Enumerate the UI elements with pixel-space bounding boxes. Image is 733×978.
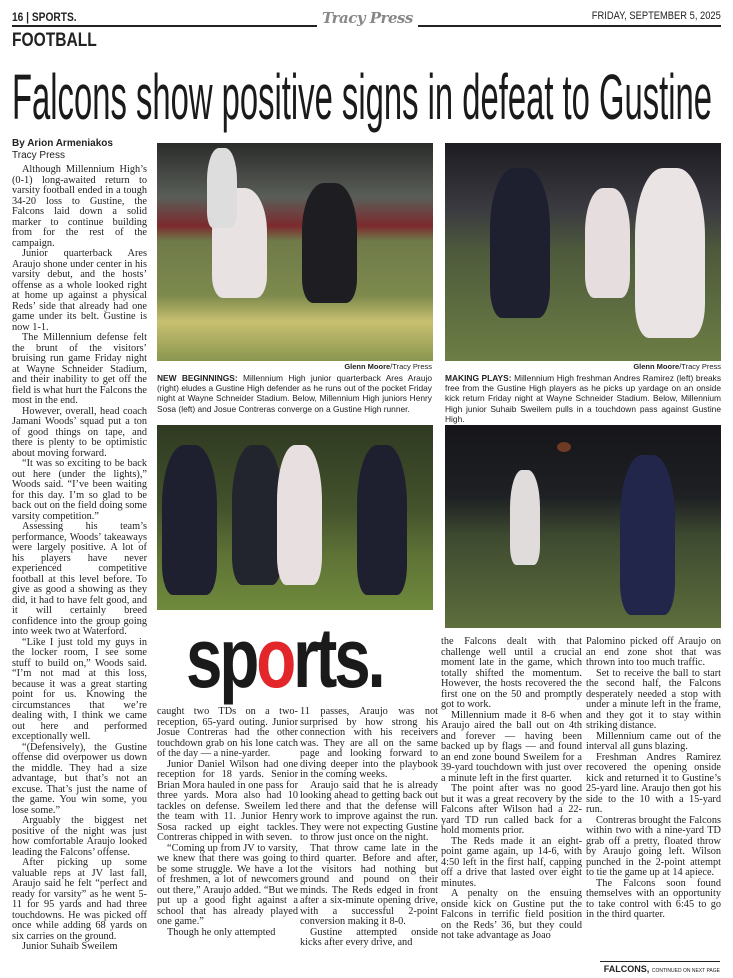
photo-credit: Glenn Moore/Tracy Press: [633, 362, 721, 371]
article-paragraph: Junior Daniel Wilson had one reception for 18 yards. Senior Brian Mora hauled in one pass for three yards. Mora also had 10 tackles on defense. Sweilem led the team with 11. Junior Henry Sosa racked up eight tackles. Contreras chipped in with seven.: [157, 758, 298, 843]
header-rule: [418, 25, 721, 27]
article-paragraph: A penalty on the ensuing onside kick on Gustine put the Falcons in terrific field position on the Reds’ 36, but they could not take advantage as Joao: [441, 888, 582, 941]
article-paragraph: “(Defensively), the Gustine offense did overpower us down the middle. They had a size advantage, but that’s not an excuse. That’s just the name of the game. You win some, you lose some.”: [12, 741, 147, 816]
page-number: 16 | SPORTS.: [12, 10, 77, 24]
article-paragraph: Araujo said that he is already looking ahead to getting back out there and that the defense will work to improve against the run. They were not expecting Gustine to throw just once on the night.: [300, 779, 438, 843]
article-paragraph: “Coming up from JV to varsity, we knew that there was going to be some struggle. We have a lot of freshmen, a lot of newcomers out there,” Araujo added. “But we put up a good fight against a school that has already played one game.”: [157, 842, 298, 927]
article-paragraph: the Falcons dealt with that challenge well until a crucial moment late in the game, which totally shifted the momentum. However, the hosts recovered the first one on the 50 and promptly got to work.: [441, 636, 582, 710]
article-paragraph: Though he only attempted: [167, 926, 276, 938]
article-column-3: [300, 707, 438, 949]
byline-org: Tracy Press: [12, 150, 65, 161]
header-rule: [12, 25, 317, 27]
photo-caption: MAKING PLAYS: Millennium High freshman Andres Ramirez (left) breaks free from the Gustine High players as he picks up yardage on an onside kick return Friday night at Wayne Schneider Stadium. Below, Millennium High junior Suhaib Sweilem pulls in a touchdown pass against Gustine High.: [445, 373, 722, 424]
article-paragraph: Although Millennium High’s (0-1) long-awaited return to varsity football ended in a tough 34-20 loss to Gustine, the Falcons laid down a solid marker to continue building from for the rest of the campaign.: [12, 164, 147, 249]
photo-onside-return: [445, 143, 721, 361]
article-paragraph: The Reds made it an eight-point game again, up 14-6, with 4:50 left in the first half, capping off a drive that lasted over eight minutes.: [441, 835, 582, 889]
article-paragraph: Junior Suhaib Sweilem: [22, 941, 118, 952]
article-paragraph: After picking up some valuable reps at JV last fall, Araujo said he felt “perfect and ready for varsity” as he went 5-11 for 95 yards and had three touchdowns. He was picked off once while adding 68 yards on six carries on the ground.: [12, 857, 147, 942]
photo-tackle: [157, 425, 433, 610]
article-paragraph: “Like I just told my guys in the locker room, I see some stuff to build on,” Woods said. “I’m not mad at this loss, because it was a great starting point for us. Knowing the circumstances that we’re dealing with, I think we came out here and performed exceptionally well.: [12, 636, 147, 742]
article-paragraph: The Falcons soon found themselves with an opportunity to take control with 6:45 to go in the third quarter.: [586, 877, 721, 920]
article-paragraph: Freshman Andres Ramirez recovered the opening onside kick and returned it to Gustine’s 25-yard line. Araujo then got his side to the 10 with a 15-yard run.: [586, 751, 721, 815]
masthead-logo: Tracy Press: [322, 9, 413, 27]
sports-logo: sports.: [186, 611, 383, 705]
photo-caption: NEW BEGINNINGS: Millennium High junior quarterback Ares Araujo (right) eludes a Gustine High defender as he runs out of the pocket Friday night at Wayne Schneider Stadium. Below, Millennium High juniors Henry Sosa (left) and Josue Contreras converge on a Gustine High runner.: [157, 373, 432, 414]
article-paragraph: The point after was no good but it was a great recovery by the Falcons after Wilson had a 22-yard TD run called back for a hold moments prior.: [441, 783, 582, 836]
article-paragraph: That throw came late in the third quarter. Before and after, the visitors had nothing but ground and pound on their minds. The Reds edged in front after a six-minute opening drive, with a successful 2-point conversion making it 8-0.: [300, 842, 438, 927]
article-paragraph: Junior quarterback Ares Araujo shone under center in his varsity debut, and the hosts’ offense as a whole looked right at home up against a physical Reds’ side that already had one game under its belt. Gustine is now 1-1.: [12, 248, 147, 333]
article-column-2: [157, 707, 298, 938]
article-paragraph: Set to receive the ball to start the second half, the Falcons desperately needed a stop with under a minute left in the frame, and they got it to stay within striking distance.: [586, 667, 721, 731]
football: [557, 442, 571, 452]
article-column-5: [586, 637, 721, 921]
article-paragraph: However, overall, head coach Jamani Woods’ squad put a ton of good things on tape, and there is plenty to be optimistic about moving forward.: [12, 405, 147, 459]
article-paragraph: Gustine attempted onside kicks after every drive, and: [300, 926, 438, 948]
photo-credit: Glenn Moore/Tracy Press: [344, 362, 432, 371]
article-paragraph: “It was so exciting to be back out here (under the lights),” Woods said. “I’ve been waiting for this day. I’m so glad to be back out on the field doing some varsity competition.”: [12, 458, 147, 522]
issue-date: FRIDAY, SEPTEMBER 5, 2025: [591, 10, 721, 22]
photo-quarterback-run: [157, 143, 433, 361]
article-column-1: [12, 165, 147, 953]
article-paragraph: Assessing his team’s performance, Woods’ takeaways were largely positive. A lot of his players have never experienced competitive football at this level before. To give as good a showing as they did, it had to have felt good, and it will certainly breed confidence into the group going into week two at Waterford.: [12, 521, 147, 637]
article-paragraph: The Millennium defense felt the brunt of the visitors’ bruising run game Friday night at Wayne Schneider Stadium, and their inability to get off the field is what hurt the Falcons the most in the end.: [12, 332, 147, 406]
jump-line: FALCONS, CONTINUED ON NEXT PAGE: [600, 961, 720, 977]
article-paragraph: Palomino picked off Araujo on an end zone shot that was thrown into too much traffic.: [586, 636, 721, 668]
photo-touchdown-catch: [445, 425, 721, 628]
article-paragraph: Arguably the biggest net positive of the night was just how comfortable Araujo looked leading the Falcons’ offense.: [12, 815, 147, 858]
headline: Falcons show positive signs in defeat to Gustine: [12, 61, 713, 133]
article-paragraph: 11 passes, Araujo was not surprised by how strong his connection with his receivers was. They are all on the same page and looking forward to diving deeper into the playbook in the coming weeks.: [300, 706, 438, 780]
article-paragraph: Millennium came out of the interval all guns blazing.: [586, 730, 721, 752]
article-paragraph: caught two TDs on a two-reception, 65-yard outing. Junior Josue Contreras had the other touchdown grab on his lone catch of the day — a nine-yarder.: [157, 706, 298, 759]
section-label: FOOTBALL: [12, 30, 97, 51]
article-column-4: [441, 637, 582, 942]
byline: [12, 138, 113, 162]
article-paragraph: Millennium made it 8-6 when Araujo aired the ball out on 4th and forever — having been backed up by flags — and found an end zone bound Sweilem for a 39-yard touchdown with just over a minute left in the first quarter.: [441, 709, 582, 784]
byline-author: By Arion Armeniakos: [12, 138, 113, 149]
article-paragraph: Contreras brought the Falcons within two with a nine-yard TD grab off a pretty, floated throw by Araujo going left. Wilson punched in the 2-point attempt to tie the game up at 14 apiece.: [586, 814, 721, 878]
